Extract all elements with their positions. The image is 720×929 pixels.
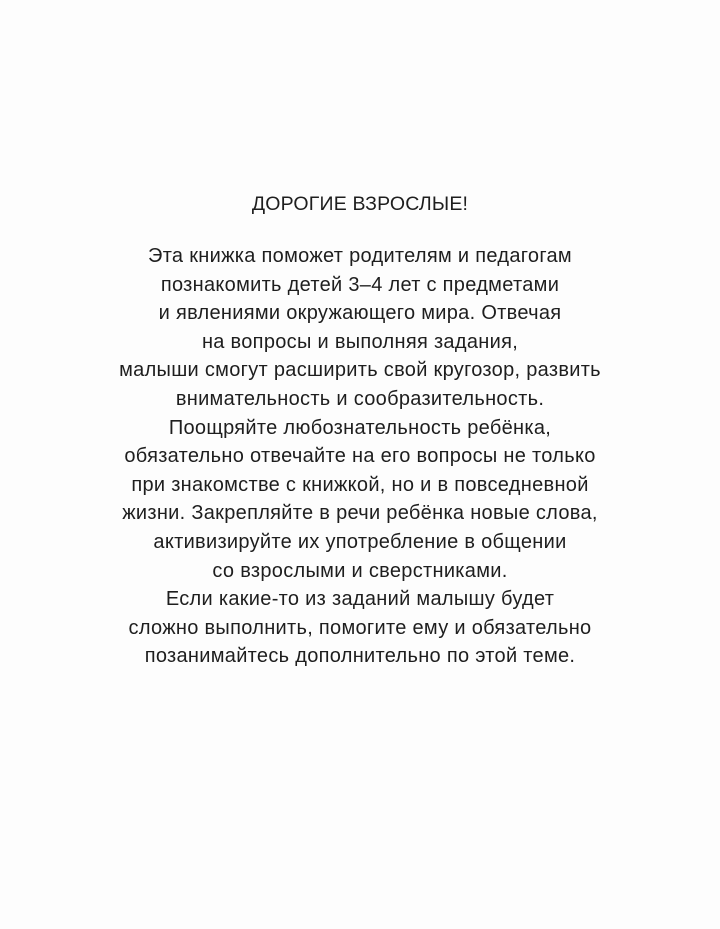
text-line: на вопросы и выполняя задания, <box>201 330 519 353</box>
body-paragraph <box>0 242 720 671</box>
page-heading: ДОРОГИЕ ВЗРОСЛЫЕ! <box>251 193 469 215</box>
text-line: обязательно отвечайте на его вопросы не только <box>124 445 596 468</box>
text-line: внимательность и сообразительность. <box>175 387 545 410</box>
text-line: позанимайтесь дополнительно по этой теме. <box>144 645 576 668</box>
text-line: Поощряйте любознательность ребёнка, <box>168 416 552 439</box>
text-line: жизни. Закрепляйте в речи ребёнка новые слова, <box>122 502 598 525</box>
text-line: Эта книжка поможет родителям и педагогам <box>148 245 572 267</box>
text-line: и явлениями окружающего мира. Отвечая <box>158 302 562 325</box>
text-line: со взрослыми и сверстниками. <box>212 559 508 582</box>
text-line: при знакомстве с книжкой, но и в повседневной <box>131 473 589 496</box>
text-line: познакомить детей 3–4 лет с предметами <box>160 273 560 296</box>
text-line: активизируйте их употребление в общении <box>153 530 567 553</box>
text-line: малыши смогут расширить свой кругозор, развить <box>119 359 601 382</box>
text-line: Если какие-то из заданий малышу будет <box>165 588 555 611</box>
text-line: сложно выполнить, помогите ему и обязательно <box>128 616 592 639</box>
